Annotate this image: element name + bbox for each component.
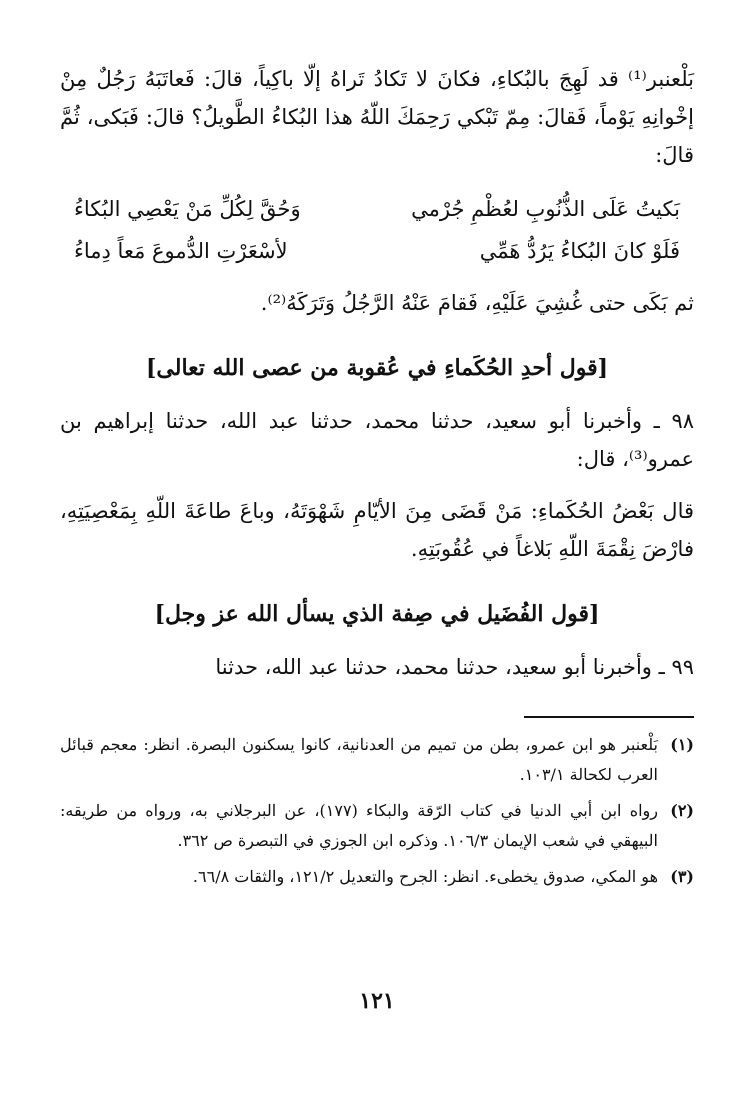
footnote-item bbox=[60, 796, 694, 856]
footnote-item bbox=[60, 862, 694, 892]
footnote-number: (٣) bbox=[670, 867, 694, 886]
narration-98: ٩٨ ـ وأخبرنا أبو سعيد، حدثنا محمد، حدثنا عبد الله، حدثنا إبراهيم بن عمرو⁽³⁾، قال: bbox=[60, 409, 694, 471]
footnote-text: هو المكي، صدوق يخطىء. انظر: الجرح والتعديل ١٢١/٢، والثقات ٦٦/٨. bbox=[192, 867, 658, 886]
footnote-number: (١) bbox=[670, 735, 694, 754]
footnote-number: (٢) bbox=[670, 801, 694, 820]
verse-line bbox=[60, 188, 694, 230]
closing-paragraph: ثم بَكَى حتى غُشِيَ عَلَيْهِ، فَقامَ عَنْهُ الرَّجُلُ وَتَرَكَهُ⁽²⁾. bbox=[260, 291, 694, 315]
verse-line bbox=[60, 230, 694, 272]
verse-first-hemistich: فَلَوْ كانَ البُكاءُ يَرُدُّ هَمِّي bbox=[479, 239, 680, 263]
verse-first-hemistich: بَكيتُ عَلَى الذُّنُوبِ لعُظْمِ جُرْمي bbox=[411, 197, 680, 221]
section-heading: [قول أحدِ الحُكَماءِ في عُقوبة من عصى الله تعالى] bbox=[146, 355, 608, 381]
footnote-separator bbox=[524, 716, 694, 718]
verse-second-hemistich: وَحُقَّ لِكُلِّ مَنْ يَعْصِي البُكاءُ bbox=[74, 197, 301, 221]
quote-98: قال بَعْضُ الحُكَماءِ: مَنْ قَضَى مِنَ الأيّامِ شَهْوَتَهُ، وباعَ طاعَةَ اللّهِ بِمَعْصِيَتِهِ، فارْضَ نِقْمَةَ اللّهِ بَلاغاً في عُقُوبَتِهِ. bbox=[60, 499, 694, 561]
poem-verses bbox=[60, 188, 694, 272]
narration-99: ٩٩ ـ وأخبرنا أبو سعيد، حدثنا محمد، حدثنا عبد الله، حدثنا bbox=[215, 655, 694, 679]
section-heading: [قول الفُضَيل في صِفة الذي يسأل الله عز وجل] bbox=[154, 601, 600, 627]
intro-paragraph: بَلْعنبر⁽¹⁾ قد لَهِجَ بالبُكاءِ، فكانَ لا تَكادُ تَراهُ إلّا باكِياً، قالَ: فَعاتَبَهُ رَجُلٌ مِنْ إخْوانِهِ يَوْماً، فَقالَ: مِمّ تَبْكي رَحِمَكَ اللّهُ هذا البُكاءُ الطَّويلُ؟ قالَ: فَبَكى، ثُمَّ قالَ: bbox=[60, 67, 694, 167]
page-number: ١٢١ bbox=[359, 988, 395, 1014]
verse-second-hemistich: لأسْعَرْتِ الدُّموعَ مَعاً دِماءُ bbox=[74, 239, 288, 263]
footnote-item bbox=[60, 730, 694, 790]
footnotes bbox=[60, 730, 694, 892]
footnote-text: رواه ابن أبي الدنيا في كتاب الرّقة والبكاء (١٧٧)، عن البرجلاني به، ورواه من طريقه: البيهقي في شعب الإيمان ١٠٦/٣. وذكره ابن الجوزي في التبصرة ص ٣٦٢. bbox=[60, 801, 658, 850]
footnote-text: بَلْعنبر هو ابن عمرو، بطن من تميم من العدنانية، كانوا يسكنون البصرة. انظر: معجم قبائل العرب لكحالة ١٠٣/١. bbox=[60, 735, 658, 784]
